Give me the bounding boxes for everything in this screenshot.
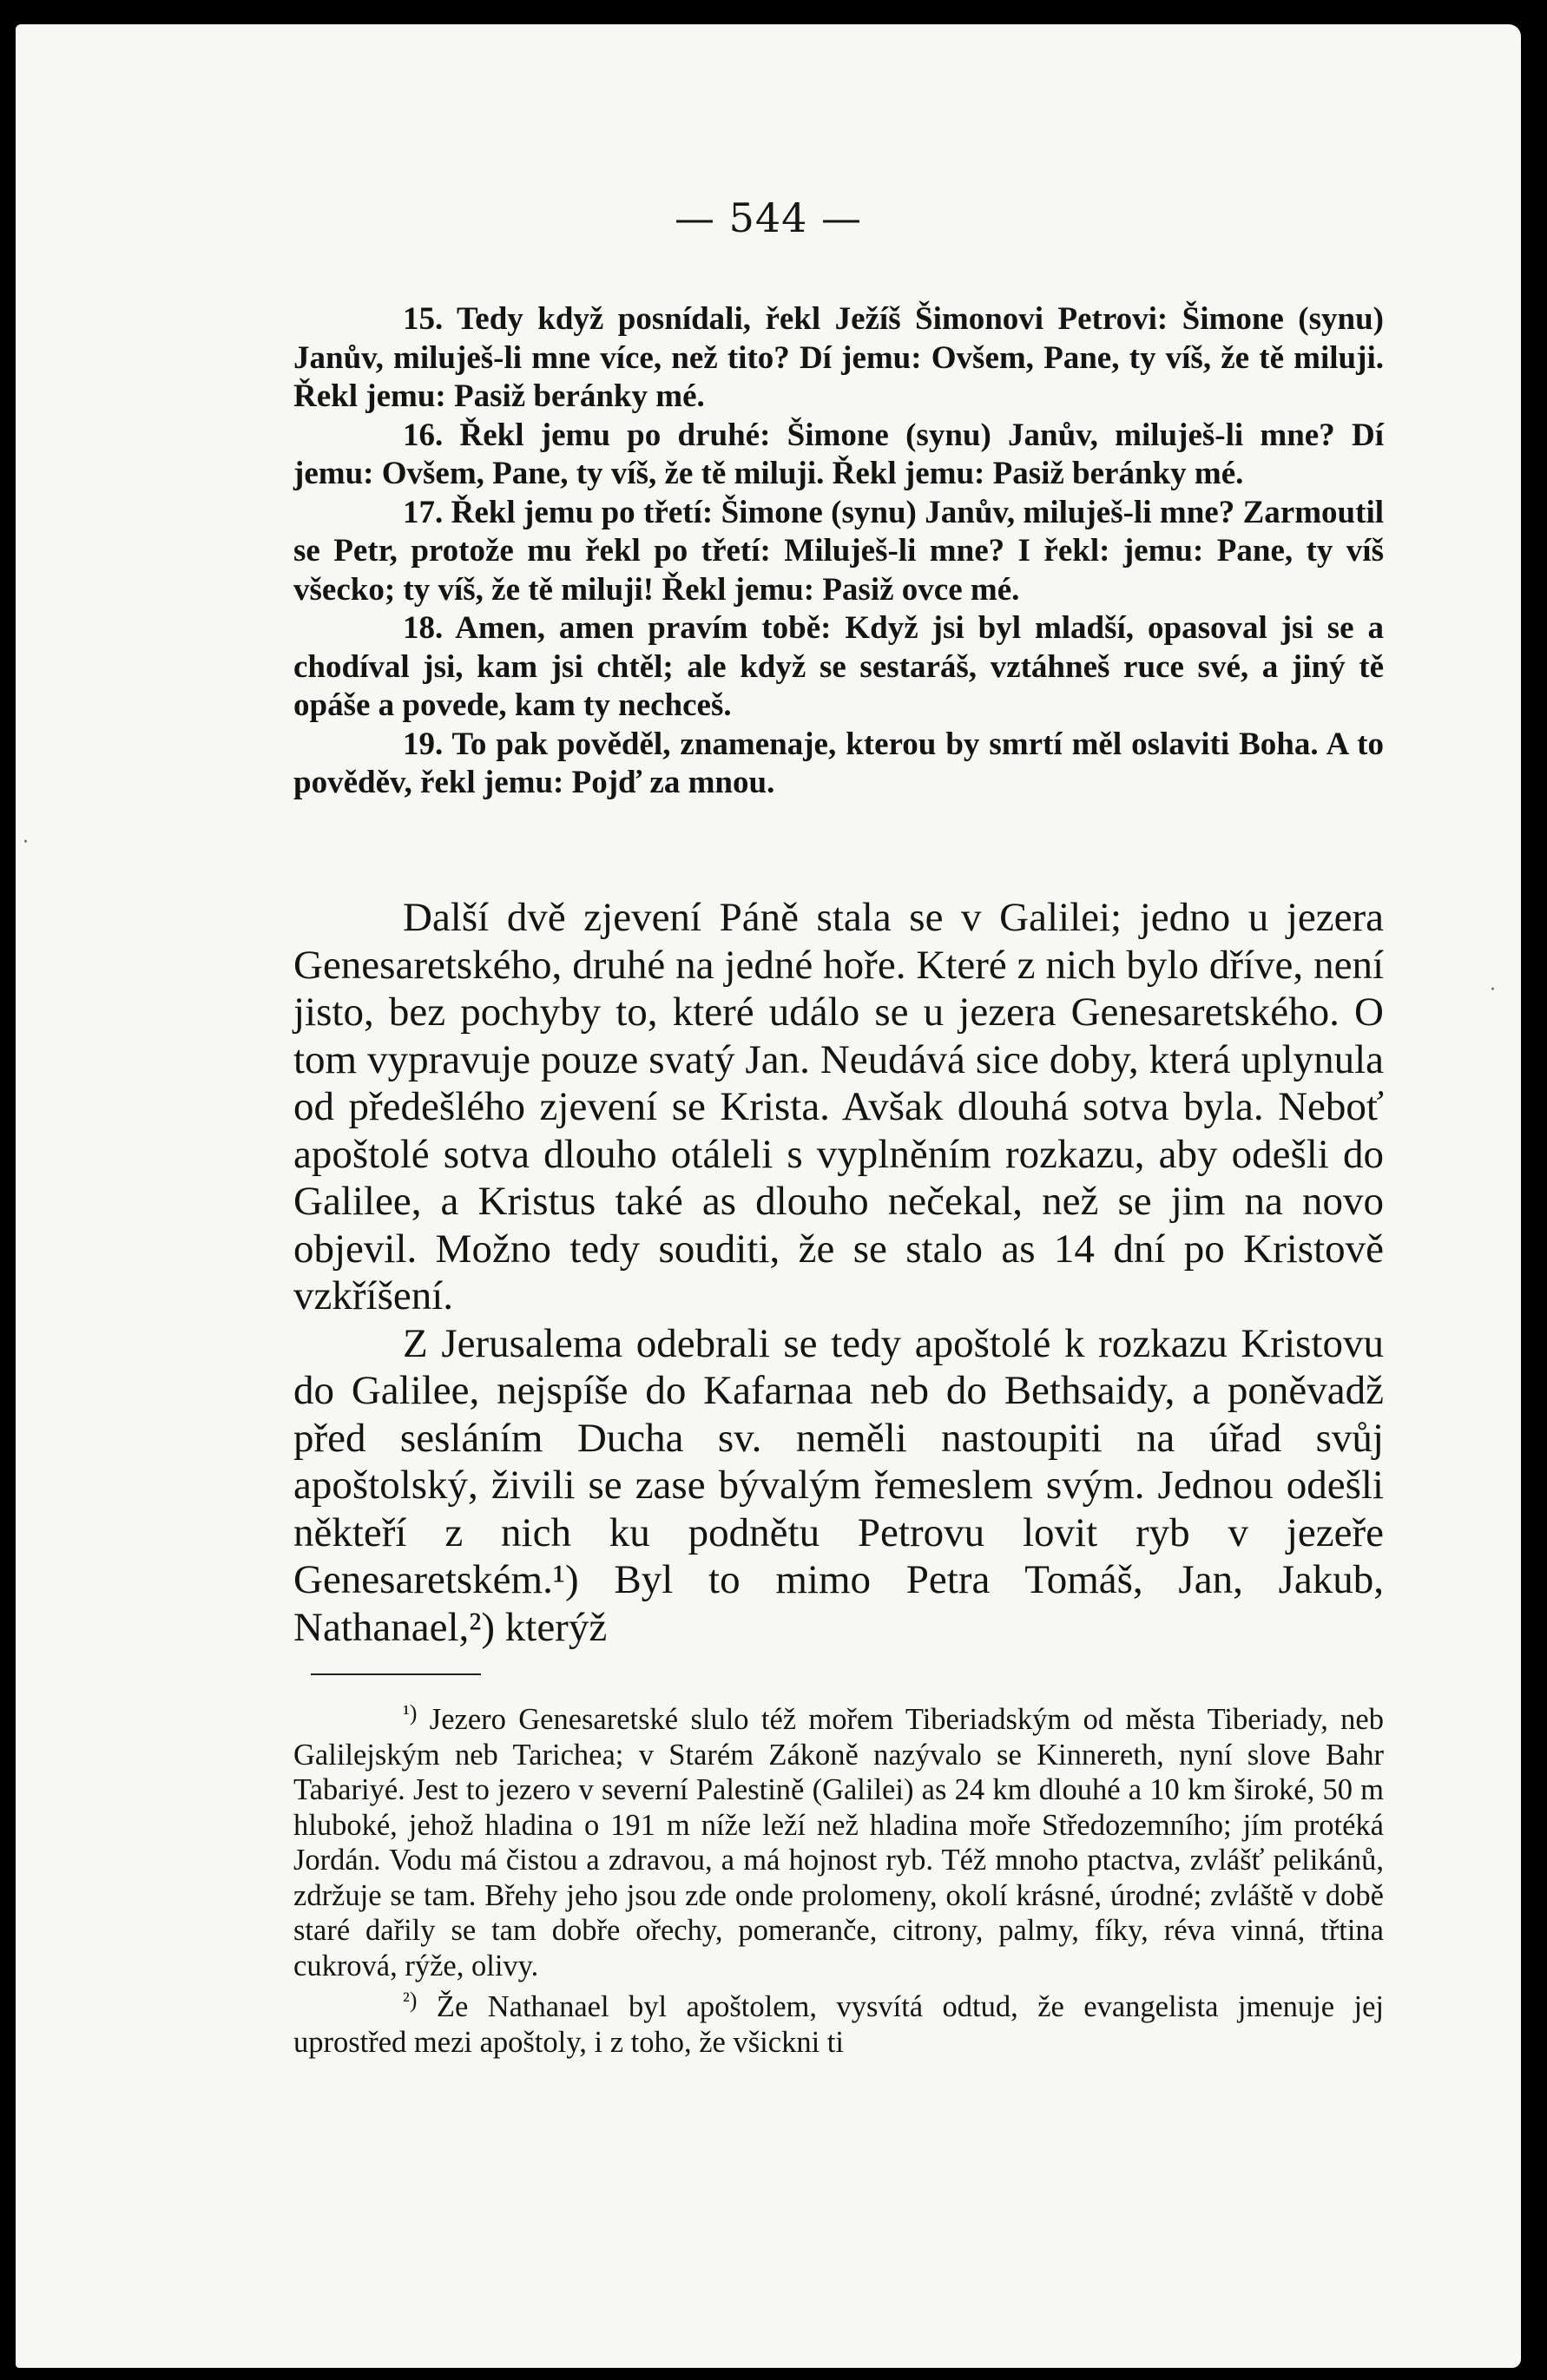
margin-speck: · xyxy=(1490,979,1496,1001)
body-text-span: Z Jerusalema odebrali se tedy apoštolé k rozkazu Kristovu do Galilee, nejspíše do Kafarnaa neb do Bethsaidy, a poněvadž před sesláním Ducha sv. neměli nastoupiti na úřad svůj apoštolský, živili se zase bývalým řemeslem svým. Jednou odešli někteří z nich ku podnětu Petrovu lovit ryb v jezeře Genesaretském. xyxy=(293,1320,1384,1602)
book-page xyxy=(16,24,1521,2368)
footnote-marker: ²) xyxy=(403,1988,418,2013)
body-paragraph: Další dvě zjevení Páně stala se v Galilei; jedno u jezera Genesaretského, druhé na jedné hoře. Které z nich bylo dříve, není jisto, bez pochyby to, které událo se u jezera Genesaretského. O tom vypravuje pouze svatý Jan. Neudává sice doby, která uplynula od předešlého zjevení se Krista. Avšak dlouhá sotva byla. Neboť apoštolé sotva dlouho otáleli s vyplněním rozkazu, aby odešli do Galilee, a Kristus také as dlouho nečekal, než se jim na novo objevil. Možno tedy souditi, že se stalo as 14 dní po Kristově vzkříšení. xyxy=(293,895,1384,1318)
footnotes xyxy=(293,1696,1384,2060)
body-text-span: Byl to mimo Petra Tomáš, Jan, Jakub, Nathanael, xyxy=(293,1557,1384,1650)
verse-16: 16. Řekl jemu po druhé: Šimone (synu) Janův, miluješ-li mne? Dí jemu: Ovšem, Pane, ty víš, že tě miluji. Řekl jemu: Pasiž beránky mé. xyxy=(293,417,1384,491)
footnote-reference[interactable]: ²) xyxy=(469,1604,496,1650)
footnote-reference[interactable]: ¹) xyxy=(552,1557,579,1602)
page-number: — 544 — xyxy=(674,194,863,241)
verse-block xyxy=(293,300,1384,803)
main-text xyxy=(293,894,1384,1651)
verse-15: 15. Tedy když posnídali, řekl Ježíš Šimonovi Petrovi: Šimone (synu) Janův, miluješ-li mne více, než tito? Dí jemu: Ovšem, Pane, ty víš, že tě miluji. Řekl jemu: Pasiž beránky mé. xyxy=(293,301,1384,414)
verse-17: 17. Řekl jemu po třetí: Šimone (synu) Janův, miluješ-li mne? Zarmoutil se Petr, protože mu řekl po třetí: Miluješ-li mne? I řekl: jemu: Pane, ty víš všecko; ty víš, že tě miluji! Řekl jemu: Pasiž ovce mé. xyxy=(293,494,1384,608)
footnote-text: Že Nathanael byl apoštolem, vysvítá odtud, že evangelista jmenuje jej uprostřed mezi apoštoly, i z toho, že všickni ti xyxy=(293,1990,1384,2059)
footnote-marker: ¹) xyxy=(403,1700,418,1726)
footnote xyxy=(293,1696,1384,1983)
footnote-divider xyxy=(311,1673,481,1675)
body-paragraph xyxy=(293,1320,1384,1652)
body-text-span: kterýž xyxy=(495,1604,608,1650)
margin-speck: · xyxy=(23,832,29,853)
verse-18: 18. Amen, amen pravím tobě: Když jsi byl mladší, opasoval jsi se a chodíval jsi, kam jsi chtěl; ale když se sestaráš, vztáhneš ruce své, a jiný tě opáše a povede, kam ty nechceš. xyxy=(293,610,1384,723)
verse-19: 19. To pak pověděl, znamenaje, kterou by smrtí měl oslaviti Boha. A to pověděv, řekl jemu: Pojď za mnou. xyxy=(293,726,1384,800)
footnote-text: Jezero Genesaretské slulo též mořem Tiberiadským od města Tiberiady, neb Galilejským neb Tarichea; v Starém Zákoně nazývalo se Kinnereth, nyní slove Bahr Tabariyé. Jest to jezero v severní Palestině (Galilei) as 24 km dlouhé a 10 km široké, 50 m hluboké, jehož hladina o 191 m níže leží než hladina moře Středozemního; jím protéká Jordán. Vodu má čistou a zdravou, a má hojnost ryb. Též mnoho ptactva, zvlášť pelikánů, zdržuje se tam. Břehy jeho jsou zde onde prolomeny, okolí krásné, úrodné; zvláště v době staré dařily se tam dobře ořechy, pomeranče, citrony, palmy, fíky, réva vinná, třtina cukrová, rýže, olivy. xyxy=(293,1703,1384,1982)
footnote xyxy=(293,1983,1384,2060)
